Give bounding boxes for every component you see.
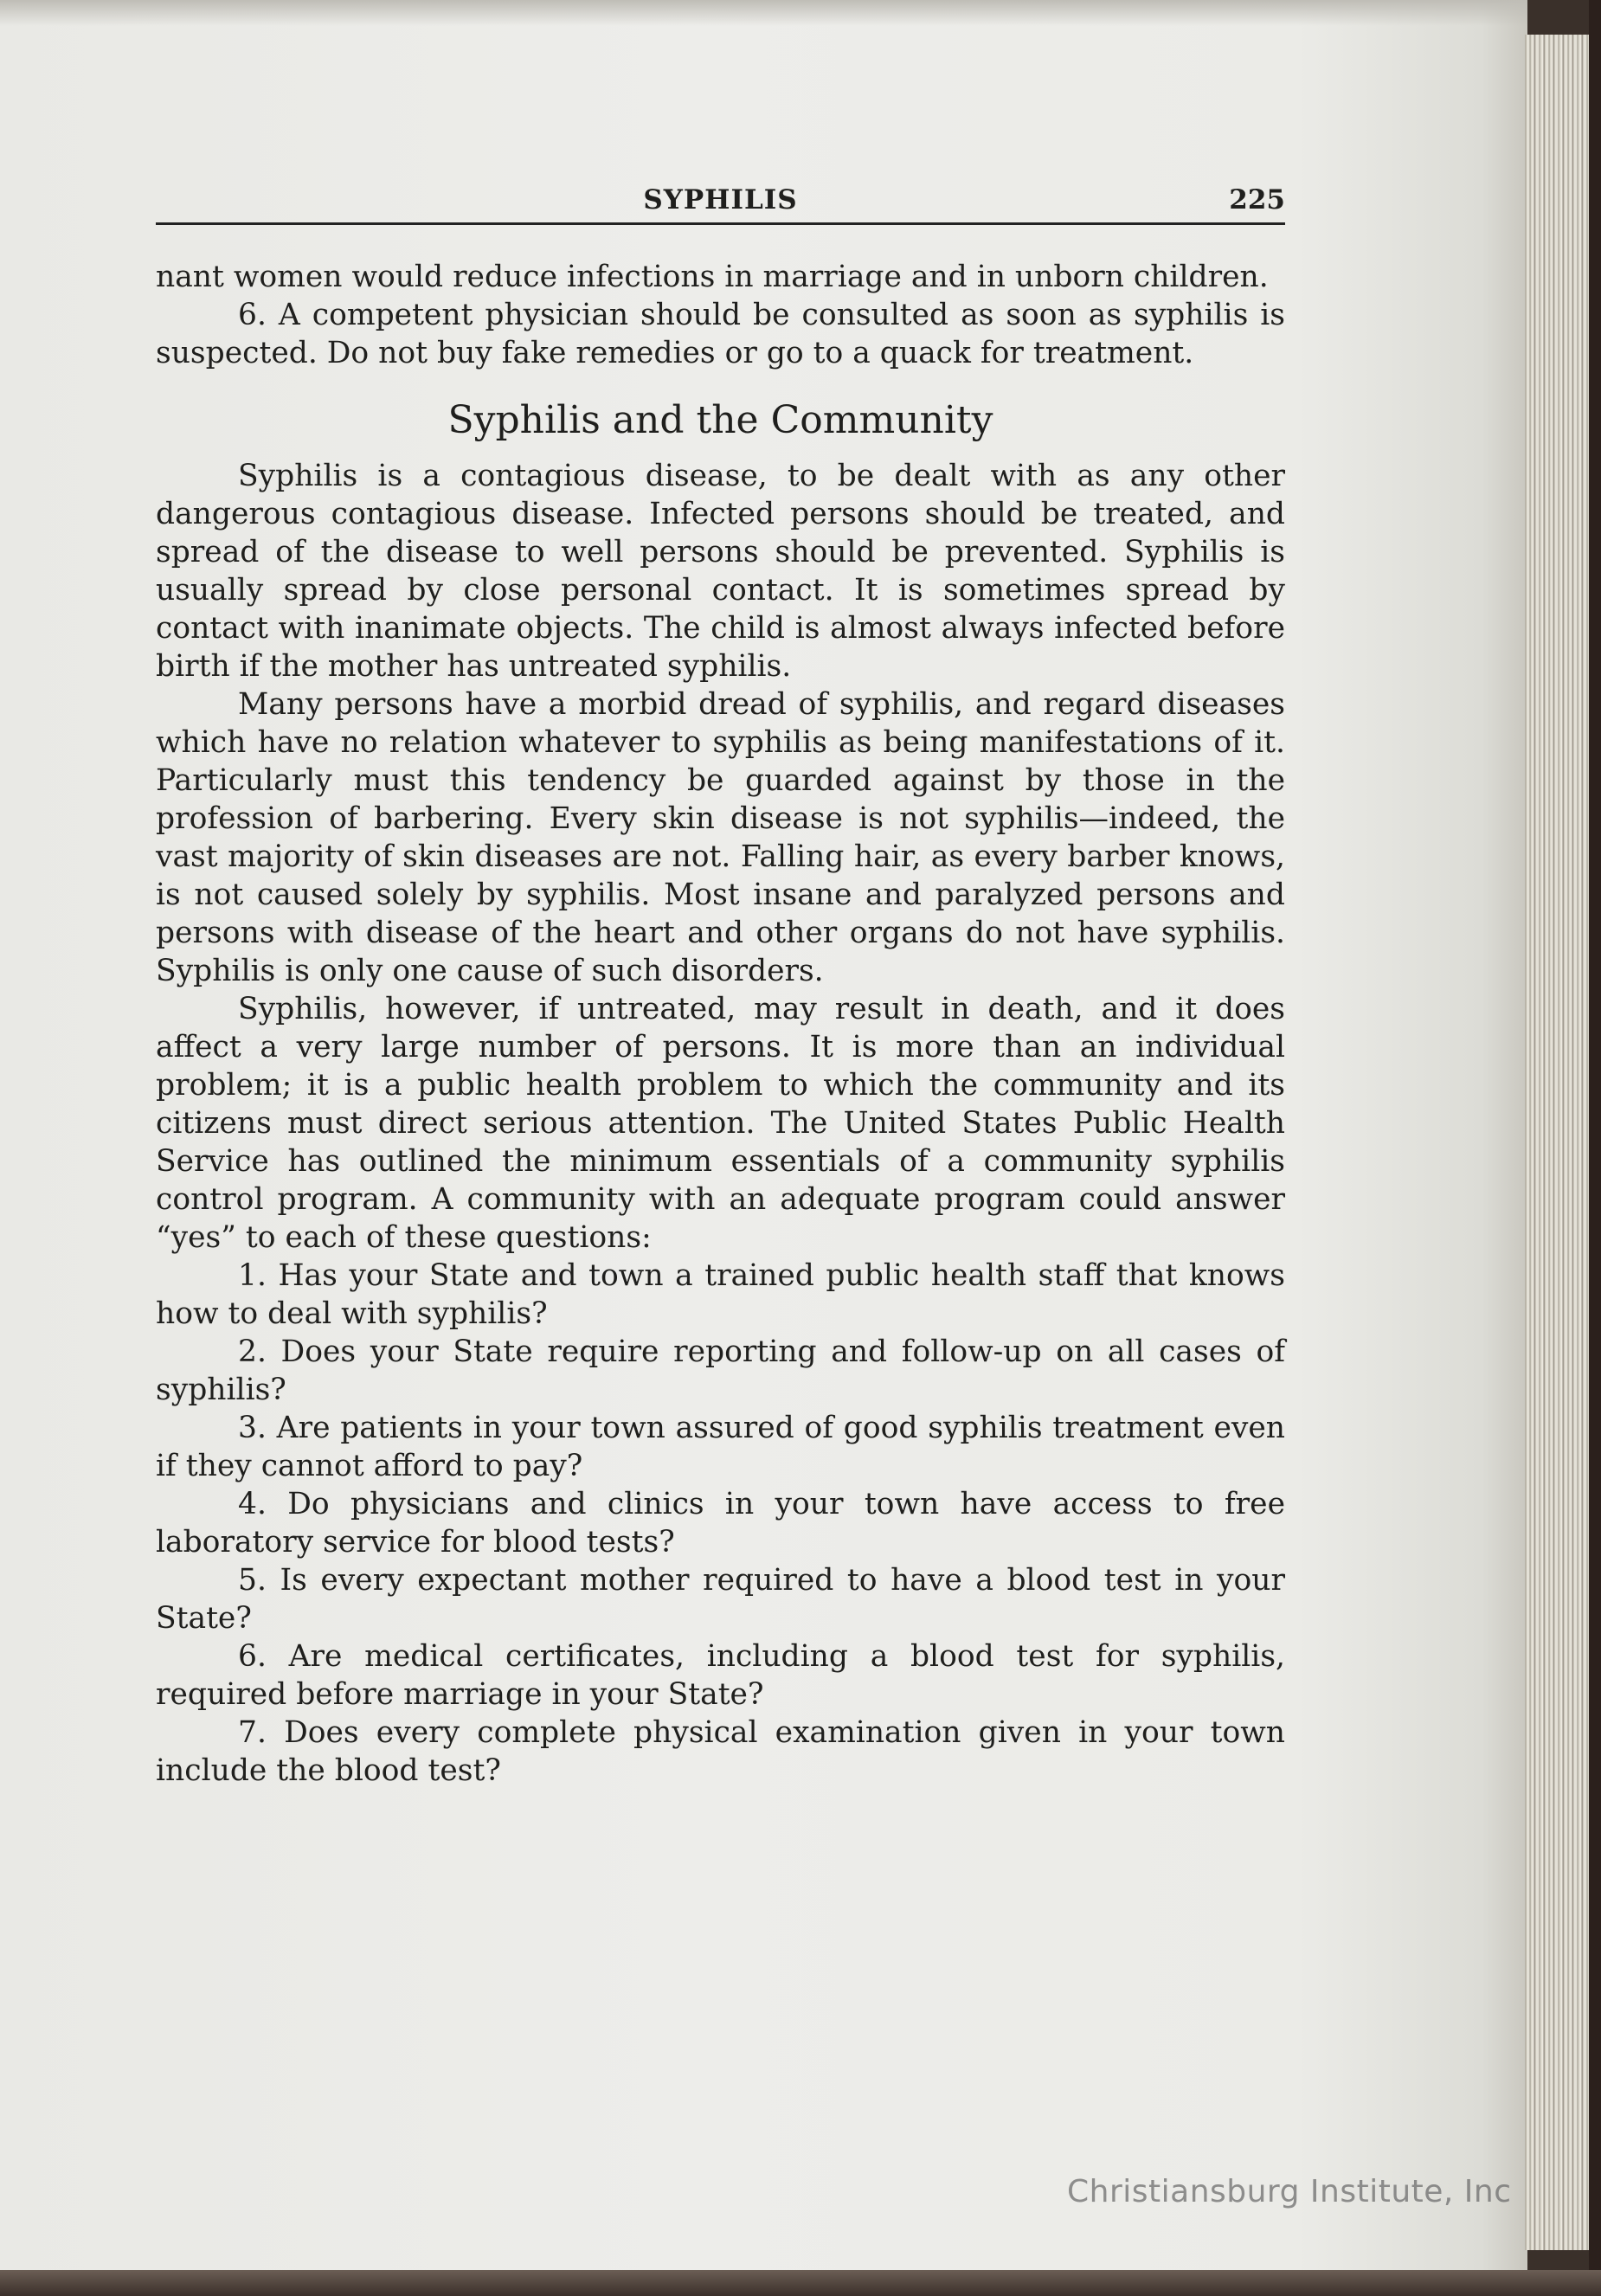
running-header — [156, 177, 1285, 225]
page-content — [156, 177, 1285, 1790]
page-number: 225 — [1229, 184, 1285, 215]
question-item: 7. Does every complete physical examination given in your town include the blood test? — [156, 1715, 1285, 1788]
watermark: Christiansburg Institute, Inc — [1067, 2174, 1512, 2209]
book-cover-edge — [1589, 0, 1601, 2296]
question-item: 4. Do physicians and clinics in your town have access to free laboratory service for blood tests? — [156, 1487, 1285, 1560]
question-item: 5. Is every expectant mother required to have a blood test in your State? — [156, 1563, 1285, 1636]
question-item: 2. Does your State require reporting and follow-up on all cases of syphilis? — [156, 1335, 1285, 1407]
section-heading: Syphilis and the Community — [447, 398, 993, 442]
running-title: SYPHILIS — [643, 184, 798, 215]
section-paragraph: Syphilis, however, if untreated, may result in death, and it does affect a very large number of persons. It is more than an individual problem; it is a public health problem to which the community and its citizens must direct serious attention. The United States Public Health Service has outlined the minimum essentials of a community syphilis control program. A community with an adequate program could answer “yes” to each of these questions: — [156, 992, 1285, 1255]
question-item: 1. Has your State and town a trained public health staff that knows how to deal with syphilis? — [156, 1258, 1285, 1331]
page-stack-edges — [1525, 35, 1596, 2250]
question-item: 6. Are medical certificates, including a blood test for syphilis, required before marriage in your State? — [156, 1639, 1285, 1712]
questions-list — [156, 1257, 1285, 1790]
question-item: 3. Are patients in your town assured of good syphilis treatment even if they cannot afford to pay? — [156, 1411, 1285, 1483]
intro-continuation: nant women would reduce infections in marriage and in unborn children. — [156, 260, 1269, 294]
section-paragraph: Syphilis is a contagious disease, to be dealt with as any other dangerous contagious disease. Infected persons should be treated, and spread of the disease to well persons should be prevented. Syphilis is usually spread by close personal contact. It is sometimes spread by contact with inanimate objects. The child is almost always infected before birth if the mother has untreated syphilis. — [156, 459, 1285, 684]
page-top-shadow — [0, 0, 1527, 26]
intro-item-6: 6. A competent physician should be consulted as soon as syphilis is suspected. Do not buy fake remedies or go to a quack for treatment. — [156, 298, 1285, 370]
section-paragraph: Many persons have a morbid dread of syphilis, and regard diseases which have no relation whatever to syphilis as being manifestations of it. Particularly must this tendency be guarded against by those in the profession of barbering. Every skin disease is not syphilis—indeed, the vast majority of skin diseases are not. Falling hair, as every barber knows, is not caused solely by syphilis. Most insane and paralyzed persons and persons with disease of the heart and other organs do not have syphilis. Syphilis is only one cause of such disorders. — [156, 687, 1285, 988]
book-bottom-edge — [0, 2270, 1601, 2296]
